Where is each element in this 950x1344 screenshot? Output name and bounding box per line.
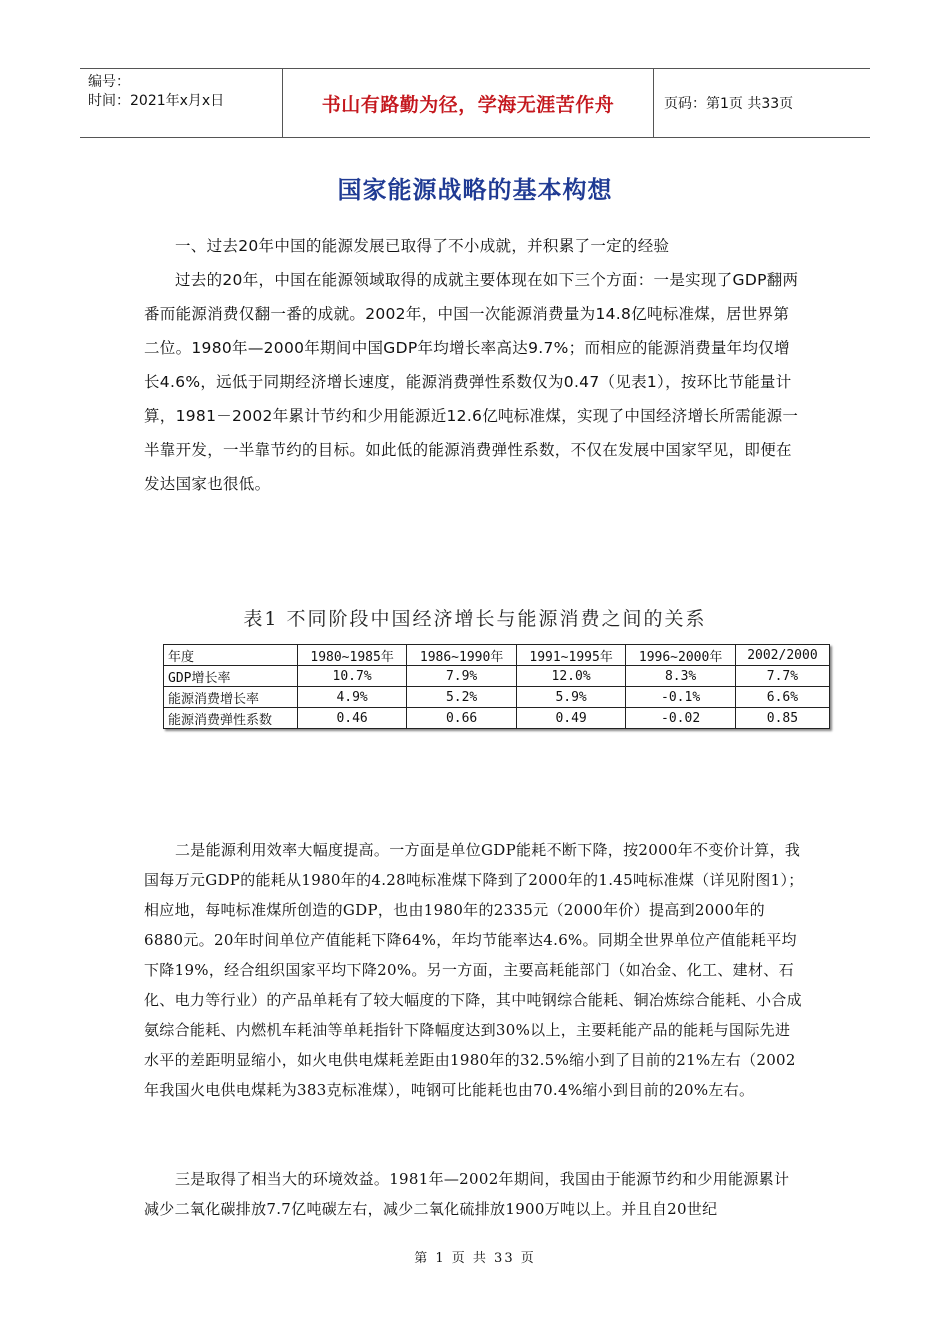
section-3 [144, 1164, 804, 1224]
header-motto: 书山有路勤为径，学海无涯苦作舟 [282, 69, 654, 137]
table-cell: 10.7% [297, 666, 407, 687]
table-header-cell: 1986~1990年 [407, 645, 517, 666]
page-footer: 第 1 页 共 33 页 [414, 1251, 536, 1266]
table-header-cell: 年度 [164, 645, 298, 666]
table-header-cell: 1996~2000年 [626, 645, 736, 666]
table-cell: 6.6% [735, 687, 829, 708]
table-cell: 4.9% [297, 687, 407, 708]
section-3-paragraph: 三是取得了相当大的环境效益。1981年—2002年期间，我国由于能源节约和少用能源累计减少二氧化碳排放7.7亿吨碳左右，减少二氧化硫排放1900万吨以上。并且自20世纪 [144, 1170, 790, 1218]
table-cell: GDP增长率 [164, 666, 298, 687]
table-cell: 5.2% [407, 687, 517, 708]
document-title: 国家能源战略的基本构想 [337, 176, 613, 204]
date-line: 时间：2021年x月x日 [88, 93, 225, 109]
table-cell: 5.9% [516, 687, 626, 708]
document-header [80, 68, 870, 138]
table-row [164, 666, 830, 687]
table-1-title: 表1 不同阶段中国经济增长与能源消费之间的关系 [243, 608, 707, 630]
table-cell: 能源消费弹性系数 [164, 708, 298, 729]
table-cell: 0.85 [735, 708, 829, 729]
number-label: 编号： [88, 74, 130, 90]
section-1-paragraph: 过去的20年，中国在能源领域取得的成就主要体现在如下三个方面：一是实现了GDP翻两番而能源消费仅翻一番的成就。2002年，中国一次能源消费量为14.8亿吨标准煤，居世界第二位。1980年—2000年期间中国GDP年均增长率高达9.7%；而相应的能源消费量年均仅增长4.6%，远低于同期经济增长速度，能源消费弹性系数仅为0.47（见表1），按环比节能量计算，1981－2002年累计节约和少用能源近12.6亿吨标准煤，实现了中国经济增长所需能源一半靠开发，一半靠节约的目标。如此低的能源消费弹性系数，不仅在发展中国家罕见，即便在发达国家也很低。 [144, 271, 799, 493]
table-1 [163, 644, 830, 729]
table-cell: 0.46 [297, 708, 407, 729]
table-cell: 能源消费增长率 [164, 687, 298, 708]
table-cell: 0.49 [516, 708, 626, 729]
section-2 [144, 835, 804, 1105]
table-cell: 8.3% [626, 666, 736, 687]
table-cell: 12.0% [516, 666, 626, 687]
table-header-row [164, 645, 830, 666]
header-left [80, 69, 282, 137]
table-row [164, 687, 830, 708]
table-header-cell: 2002/2000 [735, 645, 829, 666]
header-page-info: 页码：第1页 共33页 [664, 96, 794, 112]
table-cell: 7.7% [735, 666, 829, 687]
table-header-cell: 1980~1985年 [297, 645, 407, 666]
table-cell: 0.66 [407, 708, 517, 729]
table-cell: -0.1% [626, 687, 736, 708]
table-cell: -0.02 [626, 708, 736, 729]
section-2-paragraph: 二是能源利用效率大幅度提高。一方面是单位GDP能耗不断下降，按2000年不变价计算，我国每万元GDP的能耗从1980年的4.28吨标准煤下降到了2000年的1.45吨标准煤（详见附图1）；相应地，每吨标准煤所创造的GDP，也由1980年的2335元（2000年价）提高到2000年的6880元。20年时间单位产值能耗下降64%，年均节能率达4.6%。同期全世界单位产值能耗平均下降19%，经合组织国家平均下降20%。另一方面，主要高耗能部门（如冶金、化工、建材、石化、电力等行业）的产品单耗有了较大幅度的下降，其中吨钢综合能耗、铜冶炼综合能耗、小合成氨综合能耗、内燃机车耗油等单耗指针下降幅度达到30%以上，主要耗能产品的能耗与国际先进水平的差距明显缩小，如火电供电煤耗差距由1980年的32.5%缩小到了目前的21%左右（2002年我国火电供电煤耗为383克标准煤），吨钢可比能耗也由70.4%缩小到目前的20%左右。 [144, 841, 804, 1099]
section-1 [144, 229, 804, 501]
section-1-heading: 一、过去20年中国的能源发展已取得了不小成就，并积累了一定的经验 [175, 237, 670, 255]
table-header-cell: 1991~1995年 [516, 645, 626, 666]
table-cell: 7.9% [407, 666, 517, 687]
table-row [164, 708, 830, 729]
